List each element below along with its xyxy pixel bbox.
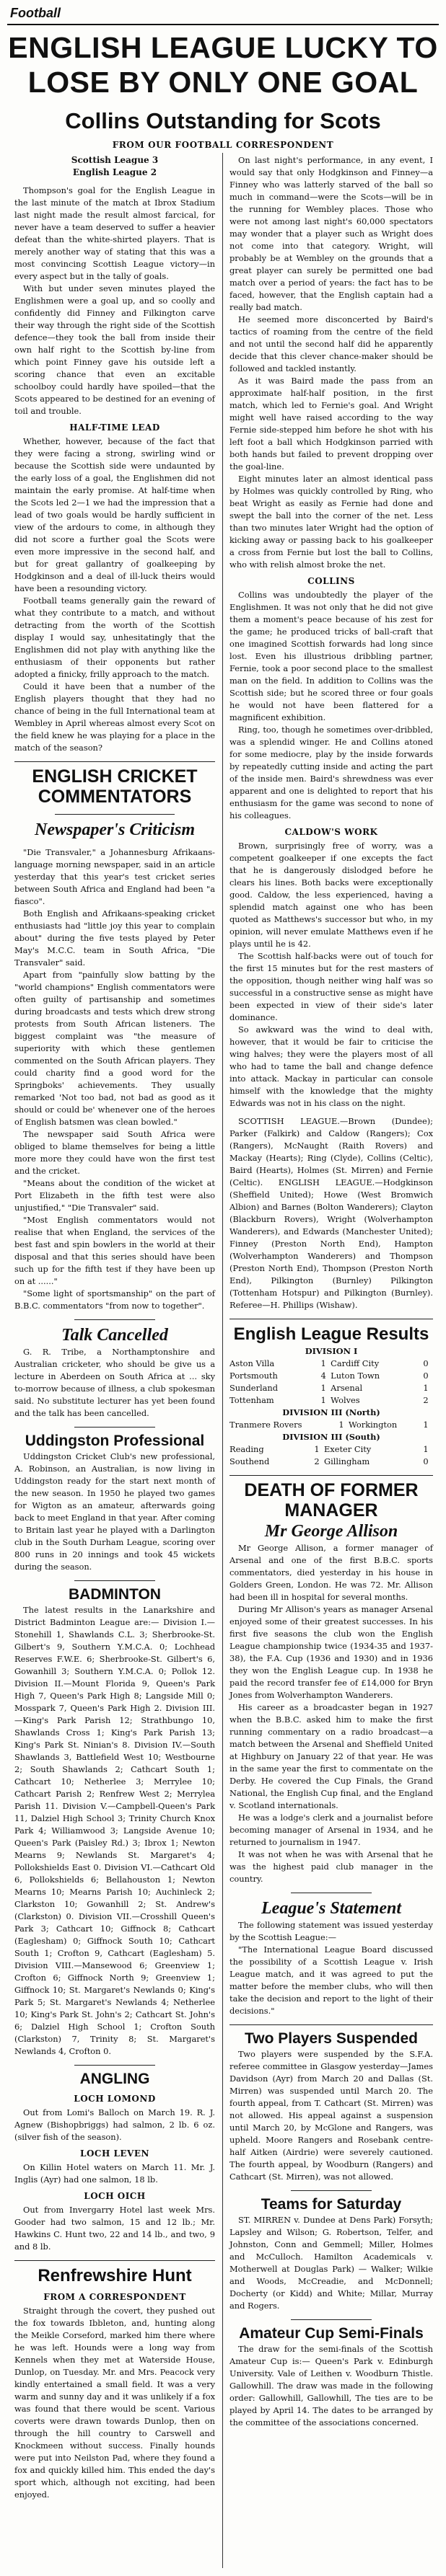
caldow-heading: CALDOW'S WORK bbox=[284, 827, 378, 837]
loch-oich-heading: LOCH OICH bbox=[84, 2191, 146, 2201]
score-line-1: Scottish League 3 bbox=[71, 155, 159, 165]
talk-cancelled-headline: Talk Cancelled bbox=[61, 1326, 168, 1345]
league-statement-headline: League's Statement bbox=[261, 1899, 401, 1918]
talk-paragraph: G. R. Tribe, a Northamptonshire and Australian cricketer, who should be give us a lecture in Aberdeen on South Africa at ... sky to-morrow because of illness, a club spokesman said. No substitute lecturer has yet been found and the talk has been cancelled. bbox=[14, 1347, 215, 1418]
results-table-division-3-south bbox=[229, 1443, 433, 1468]
article-paragraph: So awkward was the wind to deal with, however, that it would be fair to criticise the wing halves; they were the players most of all who had to tame the ball and change defence into attack. Mackay in particular can console himself with the knowledge that the mighty Edwards was not in his class on the night. bbox=[229, 1024, 433, 1108]
top-rule bbox=[7, 24, 439, 25]
amateur-cup-headline: Amateur Cup Semi-Finals bbox=[239, 2325, 424, 2342]
angling-headline: ANGLING bbox=[79, 2071, 150, 2087]
halftime-heading: HALF-TIME LEAD bbox=[69, 422, 160, 433]
cricket-subheadline: Newspaper's Criticism bbox=[34, 820, 195, 839]
renfrewshire-hunt-headline: Renfrewshire Hunt bbox=[38, 2266, 192, 2285]
league-paragraph: "The International League Board discussed the possibility of a Scottish League v. Irish League match, and it was agreed to put the matter before the member clubs, who will then take the decision and report to the light of their decisions." bbox=[229, 1944, 433, 2016]
article-paragraph: Football teams generally gain the reward of what they contribute to a match, and without detracting from the worth of the Scottish display I would say, unhesitatingly that the Englishmen did not play with anything like the enthusiasm of their opponents but rather adopted a finicky, frilly approach to the match. bbox=[14, 596, 215, 679]
section-rule bbox=[14, 761, 215, 762]
cricket-headline-line-1: ENGLISH CRICKET bbox=[32, 766, 198, 787]
cricket-headline-line-2: COMMENTATORS bbox=[38, 787, 192, 807]
section-label: Football bbox=[10, 6, 61, 20]
division-heading: DIVISION III (North) bbox=[282, 1407, 380, 1417]
article-paragraph: Brown, surprisingly free of worry, was a competent goalkeeper if one excepts the fact that he is dangerously dislodged before he clears his lines. Both backs were exceptionally good. Caldow, the less experienced, having a splendid match against one who has been quoted as Matthews's successor but who, in my opinion, will never emulate Matthews even if he plays until he is 42. bbox=[229, 841, 433, 949]
article-paragraph: Thompson's goal for the English League in the last minute of the match at Ibrox Stadium last night made the result almost farcical, for never have a team deserved to suffer a heavier defeat than the white-shirted players. That is merely another way of stating that this was a most convincing Scottish League victory—in every aspect but in the tally of goals. bbox=[14, 185, 215, 281]
article-paragraph: He seemed more disconcerted by Baird's tactics of roaming from the centre of the field and not until the second half did he apparently decide that this clever chance-maker should be followed and tackled instantly. bbox=[229, 314, 433, 373]
allison-paragraph: It was not when he was with Arsenal that he was the highest paid club manager in the country. bbox=[229, 1849, 433, 1884]
right-column bbox=[229, 154, 433, 2429]
article-paragraph: Ring, too, though he sometimes over-dribbled, was a splendid winger. He and Collins atoned for some mediocre, play by the inside forwards by repeatedly cutting inside and acting the part of the inside men. Baird's shrewdness was ever apparent and one is delighted to report that his enthusiasm for the game was second to none of his colleagues. bbox=[229, 725, 433, 820]
section-rule bbox=[14, 2260, 215, 2261]
results-table-division-3-north bbox=[229, 1419, 433, 1431]
table-row: Aston Villa 1 Cardiff City 0 bbox=[229, 1358, 429, 1368]
left-column bbox=[14, 154, 215, 2501]
table-row: Portsmouth 4 Luton Town 0 bbox=[229, 1371, 429, 1381]
suspended-paragraph: Two players were suspended by the S.F.A. referee committee in Glasgow yesterday—James Davidson (Ayr) from March 20 and Dallas (St. Mirren) was suspended until March 20. The fourth appeal, from T. Cathcart (St. Mirren) was not allowed. His appeal against a suspension until March 20, by McGlone and Rangers, was upheld. Moore Rangers and Rosebank centre-half Aitken (Airdrie) were severely cautioned. The fourth appeal, by Woodburn (Rangers) and Cathcart (St. Mirren), was not allowed. bbox=[229, 2049, 433, 2182]
article-paragraph: The Scottish half-backs were out of touch for the first 15 minutes but for the rest masters of the opposition, though neither wing half was so successful in a constructive sense as might have been expected in view of their side's later dominance. bbox=[229, 951, 433, 1022]
cricket-paragraph: The newspaper said South Africa were obliged to blame themselves for being a little more more they could have won the first test and the cricket. bbox=[14, 1129, 215, 1176]
death-headline-line-2: MANAGER bbox=[284, 1500, 378, 1521]
main-headline bbox=[7, 30, 439, 99]
lineups-paragraph: SCOTTISH LEAGUE.—Brown (Dundee); Parker (Falkirk) and Caldow (Rangers); Cox (Rangers), McNaught (Raith Rovers) and Mackay (Hearts); Ring (Clyde), Collins (Celtic), Baird (Hearts), Holmes (St. Mirren) and Fernie (Celtic). ENGLISH LEAGUE.—Hodgkinson (Sheffield United); Howe (West Bromwich Albion) and Barnes (Bolton Wanderers); Clayton (Blackburn Rovers), Wright (Wolverhampton Wanderers), and Edwards (Manchester United); Finney (Preston North End), Hampton (Wolverhampton Wanderers) and Thompson (Preston North End), Thompson (Preston North End), Pilkington (Burnley) Pilkington (Tottenham Hotspur) and Pilkington (Burnley). Referee—H. Phillips (Wishaw). bbox=[229, 1116, 433, 1310]
amateur-paragraph: The draw for the semi-finals of the Scottish Amateur Cup is:— Queen's Park v. Edinburgh University. Vale of Leithen v. Woodburn Thistle. Gallowhill. The draw was made in the following order: Gallowhill, Gallowhill, The ties are to be played by April 14. The dates to be arranged by the committee of the associations concerned. bbox=[229, 2344, 433, 2427]
section-rule bbox=[229, 2024, 433, 2025]
results-table-division-1 bbox=[229, 1358, 433, 1407]
byline: FROM OUR FOOTBALL CORRESPONDENT bbox=[112, 140, 334, 150]
division-heading: DIVISION I bbox=[305, 1346, 358, 1356]
table-row: Tranmere Rovers 1 Workington 1 bbox=[229, 1420, 429, 1430]
uddingston-headline: Uddingston Professional bbox=[25, 1433, 205, 1449]
cricket-paragraph: "Means about the condition of the wicket at Port Elizabeth in the fifth test were also unjustified," "Die Transvaler" said. bbox=[14, 1178, 215, 1213]
cricket-paragraph: "Die Transvaler," a Johannesburg Afrikaans-language morning newspaper, said in an article yesterday that this year's test cricket series between South Africa and England had been "a fiasco". bbox=[14, 847, 215, 906]
english-results-headline: English League Results bbox=[233, 1324, 429, 1344]
section-rule bbox=[229, 1475, 433, 1476]
division-heading: DIVISION III (South) bbox=[282, 1432, 380, 1442]
angling-paragraph: Out from Lomi's Balloch on March 19. R. J. Agnew (Bishopbriggs) had salmon, 2 lb. 6 oz. (silver fish of the season). bbox=[14, 2107, 215, 2142]
allison-headline: Mr George Allison bbox=[264, 1522, 398, 1541]
table-row: Tottenham 1 Wolves 2 bbox=[229, 1395, 429, 1405]
subheadline: Collins Outstanding for Scots bbox=[65, 108, 381, 133]
loch-lomond-heading: LOCH LOMOND bbox=[74, 2094, 156, 2104]
table-row: Reading 1 Exeter City 1 bbox=[229, 1444, 429, 1454]
article-paragraph: Could it have been that a number of the English players thought that they had no chance of being in the full International team at Wembley in April whereas almost every Scot on the field knew he was playing for a place in the match of the season? bbox=[14, 681, 215, 753]
collins-heading: COLLINS bbox=[307, 576, 355, 586]
section-rule bbox=[74, 1319, 154, 1320]
section-rule bbox=[74, 1580, 154, 1581]
death-headline-line-1: DEATH OF FORMER bbox=[244, 1480, 419, 1500]
section-rule bbox=[74, 1427, 154, 1428]
cricket-paragraph: "Some light of sportsmanship" on the part of B.B.C. commentators "from now to together". bbox=[14, 1288, 215, 1311]
section-rule bbox=[291, 2319, 372, 2320]
article-paragraph: As it was Baird made the pass from an approximate half-half position, in the first match, which led to Fernie's goal. And Wright might well have raised according to the way Fernie side-stepped him before he shot with his left foot a ball which Hodgkinson parried with both hands but failed to prevent dropping over the goal-line. bbox=[229, 376, 433, 472]
cricket-paragraph: Apart from "painfully slow batting by the "world champions" English commentators were often guilty of partisanship and sometimes during broadcasts and tests which drew strong protests from South African listeners. The biggest complaint was "the measure of superiority with which these gentlemen commented on the South African players. They could charity find a good word for the Springboks' achievements. They usually remarked 'Not too bad, not bad as good as it should or could be' whenever one of the heroes of English batsmen was clean bowled." bbox=[14, 970, 215, 1127]
badminton-headline: BADMINTON bbox=[69, 1586, 161, 1603]
badminton-paragraph: The latest results in the Lanarkshire and District Badminton League are:— Division I.—Stonehill 1, Shawlands C.L. 3; Sherbrooke-St. Gilbert's 9, Southern Y.M.C.A. 0; Lochhead Reserves F.W.E. 6; Sherbrooke-St. Gilbert's 6, Gowanhill 3; Southern Y.M.C.A. 0; Pollok 12. Division II.—Mount Florida 9, Queen's Park High 7, Queen's Park High 8; Langside Mill 0; Mosspark 7, Queen's Park High 2. Division III.—King's Park Parish 12; Strathbungo 10, Shawlands Cross 1; King's Park Parish 13; King's Park St. Ninian's 8. Division IV.—South Shawlands 3, Battlefield West 10; Westbourne 2; South Shawlands 2; Cathcart South 1; Cathcart 10; Netherlee 3; Merrylee 10; Cathcart Parish 2; Renfrew West 2; Merrylea Parish 11. Division V.—Campbell-Queen's Park 11, Dalziel High School 3; Trinity Church Knox Park 4; Williamwood 3; Langside Avenue 10; Queen's Park (Paisley Rd.) 3; Ibrox 1; Newton Mearns 9; Newlands St. Margaret's 4; Pollokshields East 0. Division VI.—Cathcart Old 6, Pollokshields 6; Bellahouston 1; Newton Mearns 10; Mearns Parish 10; Auchinleck 2; Clarkston 10; Gowanhill 2; St. Andrew's (Clarkston) 0. Division VII.—Crosshill Queen's Park 3; Cathcart 10; Giffnock 8; Cathcart (Eaglesham) 0; Giffnock South 10; Cathcart South 1; Crofton 9, Cathcart (Eaglesham) 5. Division VIII.—Mansewood 6; Greenview 1; Crofton 6; Giffnock North 9; Greenview 1; Giffnock 10; St. Margaret's Newlands 0; King's Park 5; St. Margaret's Newlands 4; Netherlee 10; King's Park St. John's 2; Cathcart St. John's 6; Dalziel High School 1; Crofton South (Clarkston) 7, Trinity 8; St. Margaret's Newlands 4, Crofton 0. bbox=[14, 1605, 215, 2056]
allison-paragraph: During Mr Allison's years as manager Arsenal enjoyed some of their greatest successes. In his first five seasons the club won the English League championship twice (1934-35 and 1937-38), the F.A. Cup (1936 and 1930) and in 1936 they won the English League cup. In 1938 he paid the record transfer fee of £14,000 for Bryn Jones from Wolverhampton Wanderers. bbox=[229, 1604, 433, 1700]
death-headline bbox=[229, 1480, 433, 1521]
table-row: Sunderland 1 Arsenal 1 bbox=[229, 1383, 429, 1393]
headline-line-1: ENGLISH LEAGUE LUCKY TO bbox=[8, 31, 438, 64]
renfrewshire-paragraph: Straight through the covert, they pushed out the fox towards Ibbleton, and, hunting along the Meikle Corseford, marked him there where he was left. Hounds were a long way from Kennels when they met at Waterside House, Dunlop, on Tuesday. Mr. and Mrs. Peacock very kindly entertained a small field. It was a very warm and sunny day and it was unlikely if a fox was found that there would be scent. Various coverts were drawn towards Dunlop, then on through the hill country to Carswell and Knockmeen without success. Finally hounds were put into Neilston Pad, where they found a fox and quickly killed him. This ended the day's sport which, although not exciting, had been enjoyed. bbox=[14, 2306, 215, 2500]
loch-leven-heading: LOCH LEVEN bbox=[80, 2148, 149, 2159]
article-paragraph: Eight minutes later an almost identical pass by Holmes was quickly controlled by Ring, who beat Wright as easily as Fernie had done and swept the ball into the corner of the net. Less than two minutes later Wright had the option of kicking away or passing back to his goalkeeper a cross from Fernie but lost the ball to Collins, who with relish almost broke the net. bbox=[229, 474, 433, 570]
angling-paragraph: On Killin Hotel waters on March 11. Mr. J. Inglis (Ayr) had one salmon, 18 lb. bbox=[14, 2162, 215, 2185]
article-paragraph: Collins was undoubtedly the player of the Englishmen. It was not only that he did not give them a moment's peace because of his zest for the game; he produced tricks of ball-craft that one imagined Scottish forwards had long since lost. Even his illustrious dribbling partner, Fernie, took a poor second place to the smallest man on the field. In addition to Collins was the Scottish side; but he scored three or four goals he would not have been flattered for a magnificent exhibition. bbox=[229, 590, 433, 722]
angling-paragraph: Out from Invergarry Hotel last week Mrs. Gooder had two salmon, 15 and 12 lb.; Mr. Hawkins C. Hunt two, 22 and 14 lb., and two, 9 and 8 lb. bbox=[14, 2205, 215, 2252]
headline-line-2: LOSE BY ONLY ONE GOAL bbox=[27, 66, 419, 99]
two-players-suspended-headline: Two Players Suspended bbox=[244, 2030, 418, 2047]
article-paragraph: Whether, however, because of the fact that they were facing a strong, swirling wind or because the Scottish side were undaunted by the early loss of a goal, the Englishmen did not maintain the early promise. At half-time when the Scots led 2—1 we had the impression that a lead of two goals would be hardly sufficient in view of the ardours to come, in although they did not score a further goal the Scots were even more impressive in the second half, and but for great gallantry of goalkeeping by Hodgkinson and a deal of ill-luck theirs would have been a resounding victory. bbox=[14, 436, 215, 593]
section-rule bbox=[74, 2065, 154, 2066]
article-paragraph: With but under seven minutes played the Englishmen were a goal up, and so coolly and confidently did Finney and Filkington carve their way through the right side of the Scottish defence—they took the ball from inside their own half right to the Scottish by-line from which point Finney gave his outside left a scoring chance that even an excitable schoolboy could hardly have spoiled—that the Scots appeared to be destined for an evening of toil and trouble. bbox=[14, 283, 215, 416]
allison-paragraph: Mr George Allison, a former manager of Arsenal and one of the first B.B.C. sports commentators, died yesterday in his house in Golders Green, London. He was 72. Mr. Allison had been ill in hospital for several months. bbox=[229, 1543, 433, 1602]
table-row: Southend 2 Gillingham 0 bbox=[229, 1456, 429, 1466]
cricket-headline bbox=[14, 766, 215, 807]
column-divider bbox=[222, 153, 223, 2568]
league-paragraph: The following statement was issued yesterday by the Scottish League:— bbox=[229, 1920, 433, 1942]
teams-paragraph: ST. MIRREN v. Dundee at Dens Park) Forsyth; Lapsley and Wilson; G. Robertson, Telfer, and Johnston, Conn and Gemmell; Miller, Holmes and McCulloch. Hamilton Academicals v. Motherwell at Douglas Park) — Walker; Wilkie and Woods, McCreadie, and McDonnell; Docherty (or Kidd) and White; Millar, Murray and Rogers. bbox=[229, 2215, 433, 2311]
section-rule bbox=[55, 814, 175, 815]
teams-for-saturday-headline: Teams for Saturday bbox=[261, 2196, 402, 2213]
cricket-paragraph: "Most English commentators would not realise that when England, the services of the best fast and spin bowlers in the world at their disposal and that this series should have been such up for the fifth test if they have been up on at ......" bbox=[14, 1215, 215, 1286]
renfrewshire-byline: FROM A CORRESPONDENT bbox=[43, 2292, 186, 2302]
article-paragraph: On last night's performance, in any event, I would say that only Hodgkinson and Finney—a Finney who was latterly starved of the ball so much in command—were the Scots—will be in the running for Wembley places. Those who were not among last night's 60,000 spectators may wonder that a player such as Wright does not come into that category. Wright, will probably be at Wembley on the grounds that a great player can surely be permitted one bad match over a period of years: the fact has to be faced, however, that the English captain had a really bad match. bbox=[229, 155, 433, 312]
score-line-2: English League 2 bbox=[72, 167, 157, 177]
cricket-paragraph: Both English and Afrikaans-speaking cricket enthusiasts had "little joy this year to complain about" during the five tests played by Peter May's M.C.C. team in South Africa, "Die Transvaler" said. bbox=[14, 908, 215, 968]
uddingston-paragraph: Uddingston Cricket Club's new professional, A. Robinson, an Australian, is now living in Uddingston ready for the start next month of the new season. In 1950 he played two games for Wigton as an amateur, afterwards going back to meet England in that year. After coming to Britain last year he played with a Darlington club in the South Durham League, scoring over 800 runs in 20 innings and took 45 wickets during the season. bbox=[14, 1451, 215, 1572]
section-rule bbox=[291, 2190, 372, 2191]
allison-paragraph: His career as a broadcaster began in 1927 when the B.B.C. asked him to make the first running commentary on a radio broadcast—a match between the Arsenal and Sheffield United at Highbury on January 22 of that year. He was in the same year the first to commentate on the Derby. He covered the Cup Finals, the Grand National, the English Cup final, and the England v. Scotland internationals. bbox=[229, 1702, 433, 1810]
allison-paragraph: He was a lodge's clerk and a journalist before becoming manager of Arsenal in 1934, and he returned to journalism in 1947. bbox=[229, 1813, 433, 1847]
